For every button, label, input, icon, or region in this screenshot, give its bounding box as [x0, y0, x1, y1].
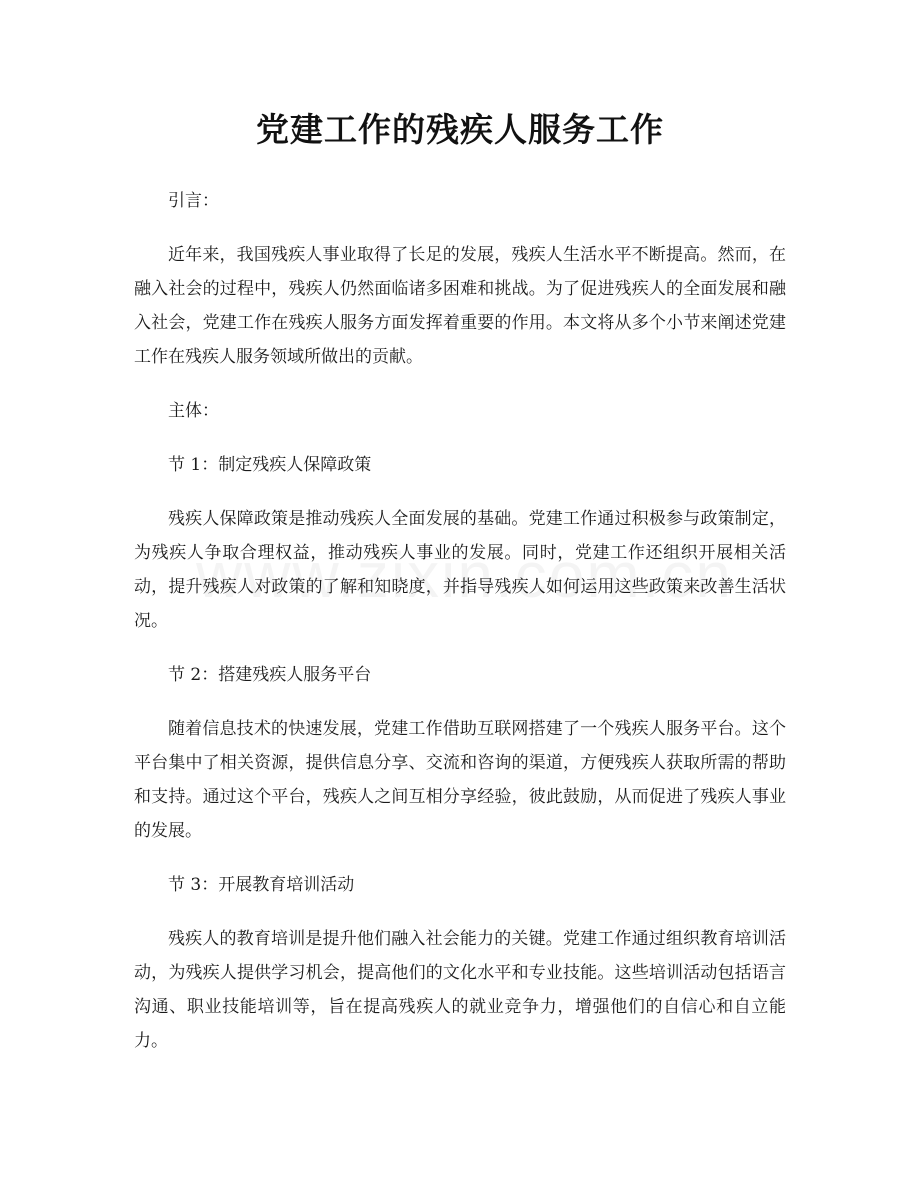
section-2-paragraph: 随着信息技术的快速发展，党建工作借助互联网搭建了一个残疾人服务平台。这个平台集中了相关资源，提供信息分享、交流和咨询的渠道，方便残疾人获取所需的帮助和支持。通过这个平台，残疾人之间互相分享经验，彼此鼓励，从而促进了残疾人事业的发展。 — [134, 719, 786, 841]
body-label: 主体： — [168, 401, 219, 421]
document-body — [134, 184, 786, 1078]
page-title: 党建工作的残疾人服务工作 — [256, 110, 664, 149]
section-1-heading: 节 1：制定残疾人保障政策 — [168, 455, 372, 475]
section-1-paragraph: 残疾人保障政策是推动残疾人全面发展的基础。党建工作通过积极参与政策制定，为残疾人争取合理权益，推动残疾人事业的发展。同时，党建工作还组织开展相关活动，提升残疾人对政策的了解和知晓度，并指导残疾人如何运用这些政策来改善生活状况。 — [134, 509, 786, 631]
intro-label: 引言： — [168, 191, 219, 211]
section-2-heading: 节 2：搭建残疾人服务平台 — [168, 665, 372, 685]
section-3-paragraph: 残疾人的教育培训是提升他们融入社会能力的关键。党建工作通过组织教育培训活动，为残疾人提供学习机会，提高他们的文化水平和专业技能。这些培训活动包括语言沟通、职业技能培训等，旨在提高残疾人的就业竞争力，增强他们的自信心和自立能力。 — [134, 929, 786, 1051]
intro-paragraph: 近年来，我国残疾人事业取得了长足的发展，残疾人生活水平不断提高。然而，在融入社会的过程中，残疾人仍然面临诸多困难和挑战。为了促进残疾人的全面发展和融入社会，党建工作在残疾人服务方面发挥着重要的作用。本文将从多个小节来阐述党建工作在残疾人服务领域所做出的贡献。 — [134, 245, 786, 367]
section-3-heading: 节 3：开展教育培训活动 — [168, 875, 355, 895]
